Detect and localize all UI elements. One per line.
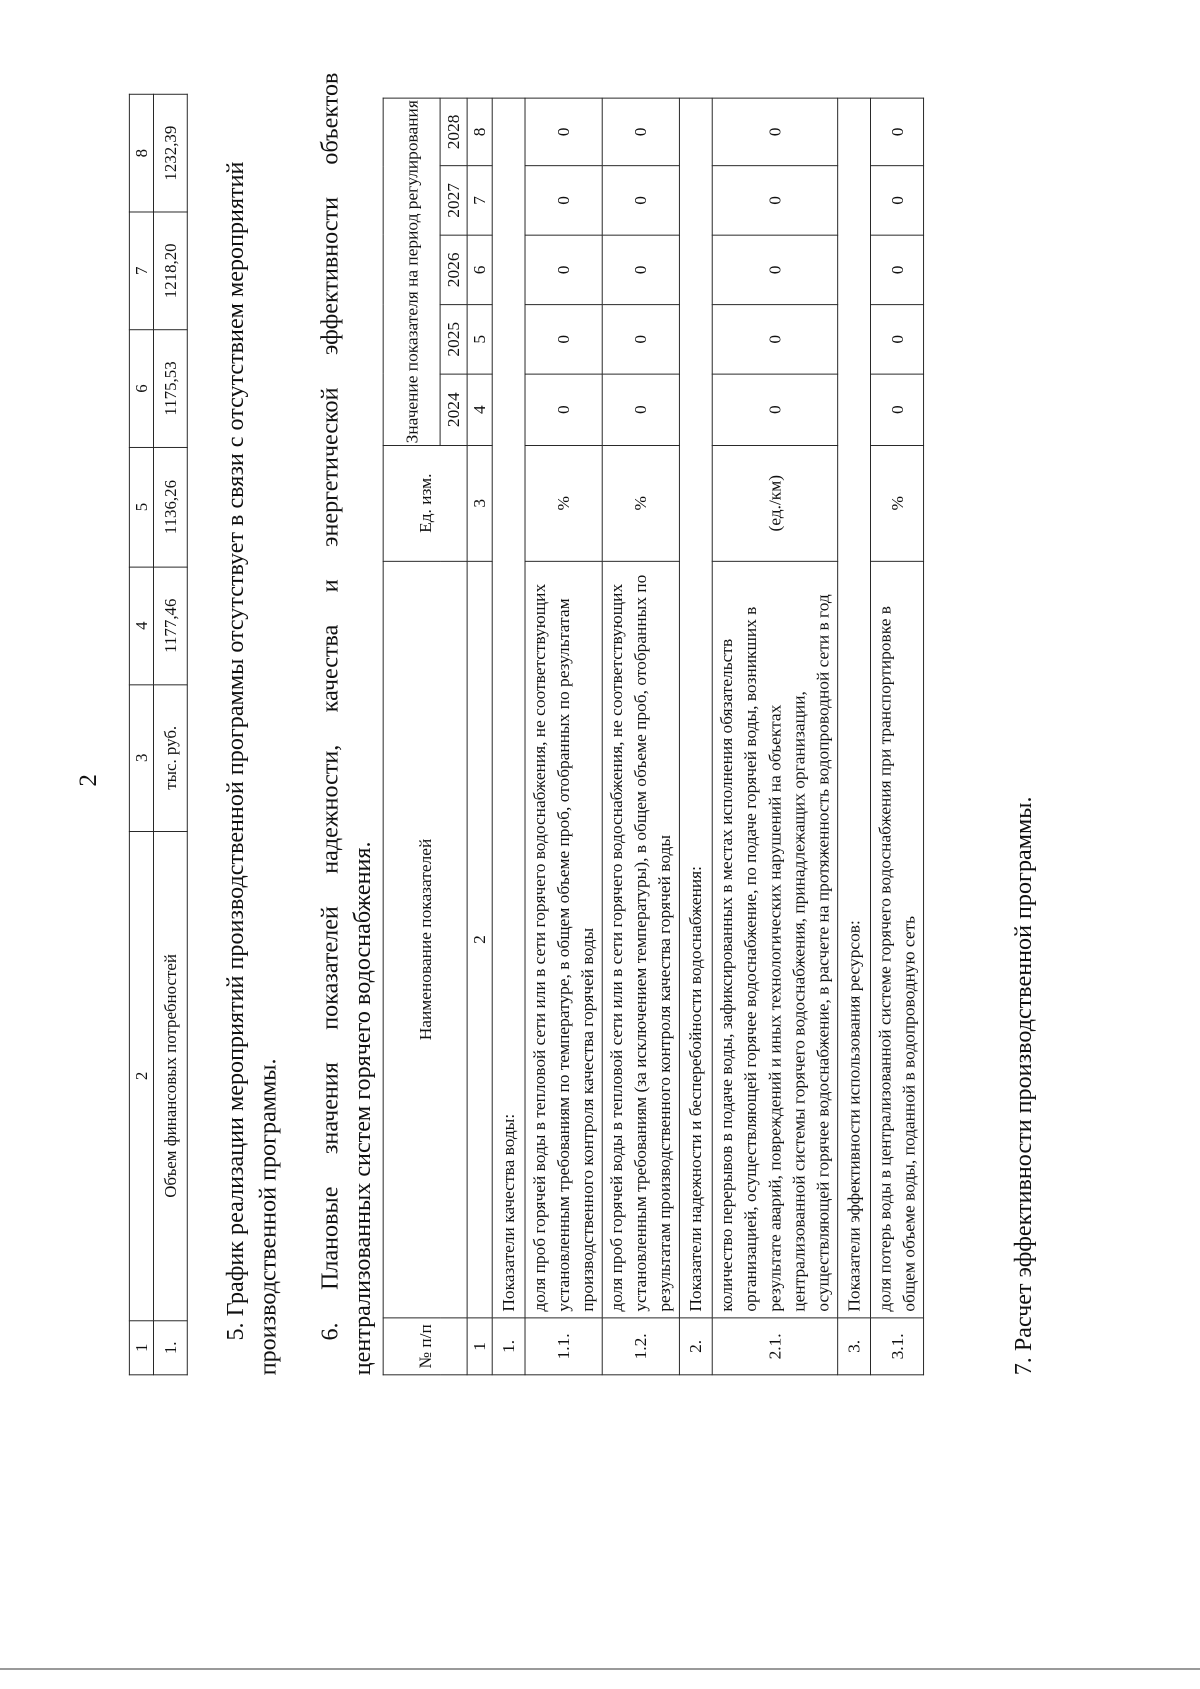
header-period: Значение показателя на период регулирования — [383, 98, 440, 445]
table-header-row — [129, 94, 153, 1375]
table-cell: 3 — [467, 445, 492, 561]
value-cell: 0 — [602, 305, 679, 374]
section-5-text — [220, 73, 286, 1376]
value-cell: 0 — [525, 98, 602, 166]
table-header-row — [383, 98, 440, 1375]
value-cell: 0 — [712, 305, 837, 374]
value-cell: 0 — [602, 166, 679, 235]
value-cell: 0 — [870, 374, 923, 445]
value-cell: 0 — [712, 374, 837, 445]
value-cell: 0 — [712, 98, 837, 166]
table-cell: 1136,26 — [153, 447, 187, 567]
section-6-heading-continued: централизованных систем горячего водоснабжения. — [349, 841, 376, 1376]
rotated-page — [2, 5, 1064, 1549]
table-cell: 2.1. — [712, 1318, 837, 1375]
value-cell: 0 — [525, 374, 602, 445]
unit-cell: % — [602, 445, 679, 561]
table-cell: 5 — [467, 305, 492, 374]
table-row — [153, 94, 187, 1375]
table-cell: 2 — [467, 561, 492, 1318]
year-cell: 2026 — [440, 235, 467, 304]
table-cell: 8 — [467, 98, 492, 166]
table-cell: тыс. руб. — [153, 685, 187, 832]
table-cell: Объем финансовых потребностей — [153, 831, 187, 1321]
value-cell: 0 — [525, 166, 602, 235]
header-unit: Ед. изм. — [383, 445, 467, 561]
year-cell: 2024 — [440, 374, 467, 445]
section-row — [679, 98, 712, 1375]
table-cell: 6 — [129, 330, 153, 448]
value-cell: 0 — [602, 98, 679, 166]
value-cell: 0 — [870, 235, 923, 304]
table-cell: 1. — [492, 1318, 525, 1375]
header-number: № п/п — [383, 1318, 467, 1375]
table-row — [525, 98, 602, 1375]
column-number-row — [467, 98, 492, 1375]
table-cell: 1 — [467, 1318, 492, 1375]
table-cell: 1 — [129, 1321, 153, 1375]
value-cell: 0 — [870, 166, 923, 235]
indicator-name: доля потерь воды в централизованной системе горячего водоснабжения при транспортировке в общем объеме воды, поданной в водопроводную сеть — [870, 561, 923, 1318]
table-cell: 3 — [129, 685, 153, 832]
section-7-heading: 7. Расчет эффективности производственной программы. — [1010, 796, 1037, 1376]
indicators-table — [383, 98, 924, 1376]
table-row — [712, 98, 837, 1375]
unit-cell: % — [870, 445, 923, 561]
section-5-line: 5. График реализации мероприятий производственной программы отсутствует в связи с отсутствием мероприятий — [222, 161, 249, 1341]
value-cell: 0 — [870, 305, 923, 374]
table-cell: 2 — [129, 831, 153, 1321]
scan-edge-line — [0, 1668, 1200, 1670]
table-cell: 8 — [129, 94, 153, 212]
table-cell: 6 — [467, 235, 492, 304]
section-row — [492, 98, 525, 1375]
financial-needs-table — [129, 94, 188, 1376]
table-cell: 4 — [467, 374, 492, 445]
table-cell: 1177,46 — [153, 567, 187, 685]
section-title: Показатели эффективности использования ресурсов: — [838, 98, 871, 1318]
page-number: 2 — [73, 774, 102, 787]
year-cell: 2028 — [440, 98, 467, 166]
table-cell: 3. — [838, 1318, 871, 1375]
section-6-heading: 6. Плановые значения показателей надежности, качества и энергетической эффективности объектов — [317, 72, 344, 1341]
table-cell: 1. — [153, 1321, 187, 1375]
table-cell: 1232,39 — [153, 94, 187, 212]
table-cell: 2. — [679, 1318, 712, 1375]
value-cell: 0 — [602, 235, 679, 304]
table-cell: 5 — [129, 447, 153, 567]
year-cell: 2027 — [440, 166, 467, 235]
header-indicator-name: Наименование показателей — [383, 561, 467, 1318]
value-cell: 0 — [525, 235, 602, 304]
unit-cell: (ед./км) — [712, 445, 837, 561]
table-cell: 1.1. — [525, 1318, 602, 1375]
section-row — [838, 98, 871, 1375]
table-row — [870, 98, 923, 1375]
table-cell: 1175,53 — [153, 330, 187, 448]
section-5-line: производственной программы. — [255, 1058, 282, 1376]
table-cell: 1.2. — [602, 1318, 679, 1375]
table-cell: 7 — [467, 166, 492, 235]
section-title: Показатели качества воды: — [492, 98, 525, 1318]
table-cell: 4 — [129, 567, 153, 685]
value-cell: 0 — [602, 374, 679, 445]
unit-cell: % — [525, 445, 602, 561]
indicator-name: количество перерывов в подаче воды, зафиксированных в местах исполнения обязательств организацией, осуществляющей горячее водоснабжение, по подаче горячей воды, возникших в результате аварий, повреждений и иных технологических нарушений на объектах централизованной системы горячего водоснабжения, принадлежащих организации, осуществляющей горячее водоснабжение, в расчете на протяженность водопроводной сети в год — [712, 561, 837, 1318]
table-cell: 7 — [129, 212, 153, 330]
value-cell: 0 — [712, 166, 837, 235]
value-cell: 0 — [525, 305, 602, 374]
year-cell: 2025 — [440, 305, 467, 374]
value-cell: 0 — [870, 98, 923, 166]
section-title: Показатели надежности и бесперебойности водоснабжения: — [679, 98, 712, 1318]
table-cell: 1218,20 — [153, 212, 187, 330]
value-cell: 0 — [712, 235, 837, 304]
indicator-name: доля проб горячей воды в тепловой сети или в сети горячего водоснабжения, не соответствующих установленным требованиям по температуре, в общем объеме проб, отобранных по результатам производственного контроля качества горячей воды — [525, 561, 602, 1318]
indicator-name: доля проб горячей воды в тепловой сети или в сети горячего водоснабжения, не соответствующих установленным требованиям (за исключением температуры), в общем объеме проб, отобранных по результатам производственного контроля качества горячей воды — [602, 561, 679, 1318]
table-cell: 3.1. — [870, 1318, 923, 1375]
table-row — [602, 98, 679, 1375]
